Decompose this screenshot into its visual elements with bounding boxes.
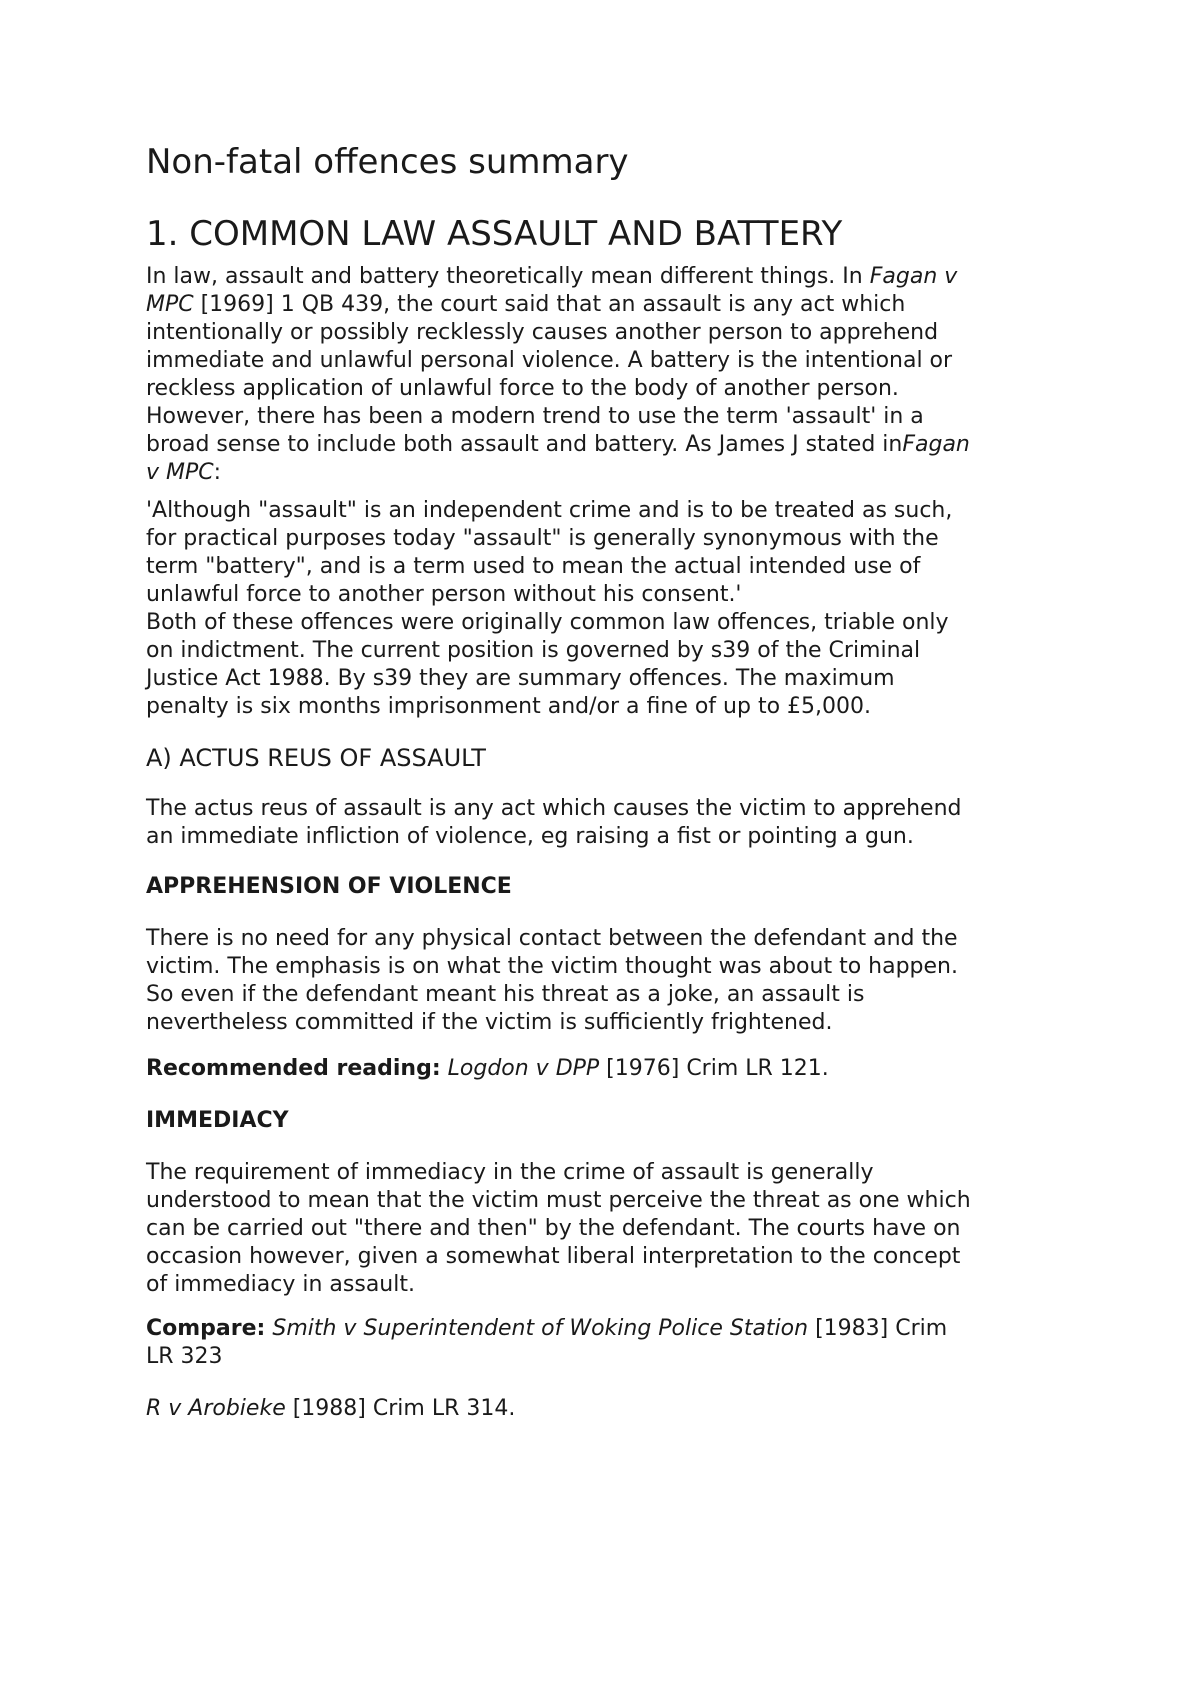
text-line: However, there has been a modern trend to use the term 'assault' in a <box>146 404 924 429</box>
quote-paragraph <box>146 497 1066 609</box>
citation: [1983] Crim <box>808 1316 948 1341</box>
immediacy-paragraph <box>146 1159 1066 1299</box>
text-line: Justice Act 1988. By s39 they are summary offences. The maximum <box>146 666 895 691</box>
quote-line: unlawful force to another person without his consent.' <box>146 582 742 607</box>
text-line: The actus reus of assault is any act which causes the victim to apprehend <box>146 796 962 821</box>
case-name: R v Arobieke <box>146 1396 286 1421</box>
quote-line: term "battery", and is a term used to mean the actual intended use of <box>146 554 921 579</box>
arobieke-citation <box>146 1395 1066 1423</box>
text-line: intentionally or possibly recklessly causes another person to apprehend <box>146 320 939 345</box>
text-line: There is no need for any physical contact between the defendant and the <box>146 926 958 951</box>
quote-line: 'Although "assault" is an independent crime and is to be treated as such, <box>146 498 953 523</box>
recommended-reading <box>146 1055 1066 1083</box>
section-heading-common-law: 1. COMMON LAW ASSAULT AND BATTERY <box>146 214 843 254</box>
text-line: an immediate infliction of violence, eg raising a fist or pointing a gun. <box>146 824 914 849</box>
case-name: Smith v Superintendent of Woking Police Station <box>272 1316 809 1341</box>
subheading-apprehension: APPREHENSION OF VIOLENCE <box>146 874 512 899</box>
case-name: v MPC <box>146 460 214 485</box>
text-line: immediate and unlawful personal violence. A battery is the intentional or <box>146 348 953 373</box>
case-name: MPC <box>146 292 194 317</box>
text-line: penalty is six months imprisonment and/or a fine of up to £5,000. <box>146 694 872 719</box>
text-line: occasion however, given a somewhat liberal interpretation to the concept <box>146 1244 961 1269</box>
compare-label: Compare: <box>146 1316 266 1341</box>
text-run: broad sense to include both assault and battery. As James J stated in <box>146 432 903 457</box>
text-line: can be carried out "there and then" by the defendant. The courts have on <box>146 1216 961 1241</box>
text-run: In law, assault and battery theoretically mean different things. In <box>146 264 870 289</box>
text-line: understood to mean that the victim must perceive the threat as one which <box>146 1188 971 1213</box>
text-line: Both of these offences were originally common law offences, triable only <box>146 610 949 635</box>
actus-paragraph <box>146 795 1066 851</box>
text-line: reckless application of unlawful force to the body of another person. <box>146 376 899 401</box>
intro-paragraph <box>146 263 1066 487</box>
document-title: Non-fatal offences summary <box>146 142 629 182</box>
case-name: Logdon v DPP <box>447 1056 600 1081</box>
text-line: nevertheless committed if the victim is sufficiently frightened. <box>146 1010 833 1035</box>
text-line: So even if the defendant meant his threat as a joke, an assault is <box>146 982 865 1007</box>
text-line: of immediacy in assault. <box>146 1272 415 1297</box>
recommended-label: Recommended reading: <box>146 1056 441 1081</box>
citation: [1976] Crim LR 121. <box>599 1056 829 1081</box>
text-run: : <box>213 460 222 485</box>
case-name: Fagan <box>902 432 970 457</box>
text-run: [1969] 1 QB 439, the court said that an assault is any act which <box>193 292 906 317</box>
citation: [1988] Crim LR 314. <box>285 1396 516 1421</box>
apprehension-paragraph <box>146 925 1066 1037</box>
text-line: on indictment. The current position is governed by s39 of the Criminal <box>146 638 921 663</box>
case-name: Fagan v <box>869 264 958 289</box>
quote-line: for practical purposes today "assault" is generally synonymous with the <box>146 526 939 551</box>
text-line: victim. The emphasis is on what the victim thought was about to happen. <box>146 954 958 979</box>
section-heading-actus-reus: A) ACTUS REUS OF ASSAULT <box>146 744 486 772</box>
compare-paragraph <box>146 1315 1066 1371</box>
subheading-immediacy: IMMEDIACY <box>146 1108 289 1133</box>
text-line: The requirement of immediacy in the crime of assault is generally <box>146 1160 874 1185</box>
citation: LR 323 <box>146 1344 223 1369</box>
offences-paragraph <box>146 609 1066 721</box>
